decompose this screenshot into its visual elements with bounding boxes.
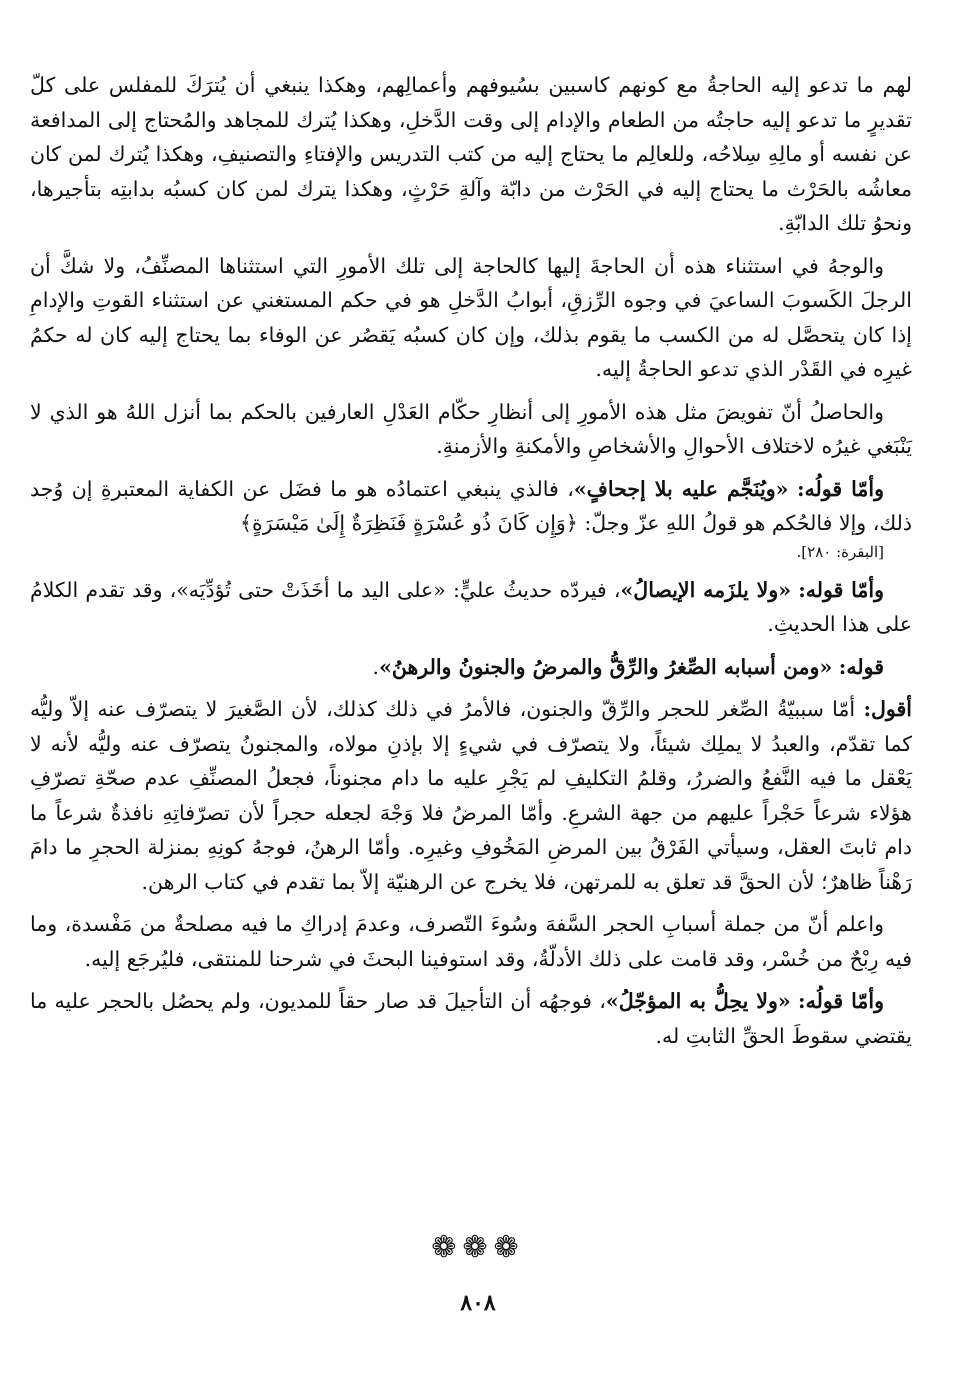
- paragraph-text: ، فالذي ينبغي اعتمادُه هو ما فضَل عن الكفاية المعتبرةِ إن وُجد ذلك، وإلا فالحُكم هو قولُ اللهِ عزّ وجلّ:: [30, 476, 912, 535]
- paragraph-7: [30, 692, 912, 899]
- verse-reference: [البقرة: ٢٨٠].: [796, 542, 884, 561]
- paragraph-lead: أقول:: [863, 697, 912, 721]
- section-separator: ❁❁❁: [431, 1230, 525, 1265]
- paragraph-text: والحاصلُ أنّ تفويضَ مثل هذه الأمورِ إلى أنظارِ حكّام العَدْلِ العارفين بالحكم بما أنزل اللهُ هو الذي لا يَنْبَغي غيرُه لاختلاف الأحوالِ والأشخاصِ والأمكنةِ والأزمنةِ.: [30, 399, 912, 458]
- paragraph-text: أمّا سببيّةُ الصِّغر للحجر والرِّقّ والجنون، فالأمرُ في ذلك كذلك، لأن الصَّغيرَ لا يتصرّف عنه إلاّ وليُّه كما تقدّم، والعبدُ لا يملِك شيئاً، ولا يتصرّف في شيءٍ إلا بإذنِ مولاه، والمجنونُ يتصرّف عنه وليُّه لأنه لا يَعْقل ما فيه النَّفعُ والضررُ، وقلمُ التكليفِ لم يَجْرِ عليه ما دام مجنوناً، فجعلُ المصنِّفِ عدم صحّةِ تصرّفِ هؤلاء شرعاً حَجْراً عليهم من جهة الشرعِ. وأمّا المرضُ فلا وَجْهَ لجعله حجراً لأن تصرّفاتِهِ نافذةٌ شرعاً ما دام ثابتَ العقل، وسيأتي الفَرْقُ بين المرضِ المَخُوفِ وغيرِه. وأمّا الرهنُ، فوجهُ كونِهِ بمنزلة الحجرِ ما دامَ رَهْناً ظاهرٌ؛ لأن الحقَّ قد تعلق به للمرتهن، فلا يخرج عن الرهنيّة إلاّ بما تقدم في كتاب الرهن.: [30, 697, 912, 894]
- paragraph-6: [30, 650, 912, 685]
- paragraph-8: [30, 907, 912, 976]
- paragraph-text: .: [372, 654, 380, 679]
- paragraph-1: [30, 68, 912, 241]
- paragraph-text: ، فيردّه حديثُ عليٍّ: «على اليد ما أخَذَتْ حتى تُؤدِّيَه»، وقد تقدم الكلامُ على هذا الحديثِ.: [30, 577, 912, 636]
- quoted-text: «ولا يحِلُّ به المؤجّلُ»: [605, 989, 791, 1013]
- paragraph-5: [30, 573, 912, 642]
- quoted-text: «ولا يلزَمه الإيصالُ»: [620, 577, 792, 602]
- quoted-text: «ومن أسبابه الصِّغرُ والرِّقُّ والمرضُ والجنونُ والرهنُ»: [379, 654, 833, 679]
- paragraph-lead: وأمّا قولُه:: [796, 476, 884, 501]
- page-body: [30, 68, 912, 1061]
- paragraph-text: واعلم أنّ من جملة أسبابِ الحجر السَّفهَ وسُوءَ التّصرف، وعدمَ إدراكِ ما فيه مصلحةٌ من مَفْسدة، وما فيه رِبْحٌ من خُسْر، وقد قامت على ذلك الأدلّةُ، وقد استوفينا البحثَ في شرحنا للمنتقى، فليُرجَع إليه.: [30, 912, 912, 971]
- paragraph-lead: قوله:: [838, 654, 884, 679]
- paragraph-4: [30, 472, 912, 565]
- paragraph-text: لهم ما تدعو إليه الحاجةُ مع كونهم كاسبين بسُيوفهم وأعمالِهم، وهكذا ينبغي أن يُترَكَ للمفلس على كلّ تقديرٍ ما تدعو إليه حاجتُه من الطعام والإدام إلى وقت الدَّخلِ، وهكذا يُترك للمجاهد والمُحتاج إلى المدافعة عن نفسه أو مالِهِ سِلاحُه، وللعالِم ما يحتاج إليه من كتب التدريس والإفتاءِ والتصنيفِ، وهكذا يُترك لمن كان معاشُه بالحَرْث ما يحتاج إليه في الحَرْث من دابّة وآلةِ حَرْثٍ، وهكذا يترك لمن كان كسبُه بدابتِه بتأجيرها، ونحوُ تلك الدابّةِ.: [30, 73, 912, 235]
- quran-verse: ﴿وَإِن كَانَ ذُو عُسْرَةٍ فَنَظِرَةٌ إِلَىٰ مَيْسَرَةٍ﴾: [240, 511, 578, 535]
- page-number: ٨٠٨: [460, 1290, 496, 1316]
- quoted-text: «ويُنَجَّم عليه بلا إجحافٍ»: [573, 476, 789, 501]
- paragraph-lead: وأمّا قولُه:: [798, 989, 884, 1013]
- paragraph-lead: وأمّا قوله:: [798, 577, 884, 602]
- paragraph-3: [30, 395, 912, 464]
- paragraph-2: [30, 249, 912, 387]
- paragraph-9: [30, 984, 912, 1053]
- paragraph-text: ، فوجهُه أن التأجيلَ قد صار حقاً للمديون، ولم يحصُل بالحجر عليه ما يقتضي سقوطَ الحقِّ الثابتِ له.: [30, 989, 912, 1048]
- paragraph-text: والوجهُ في استثناء هذه أن الحاجةَ إليها كالحاجة إلى تلك الأمورِ التي استثناها المصنِّفُ، ولا شكَّ أن الرجلَ الكَسوبَ الساعيَ في وجوه الرِّزقِ، أبوابُ الدَّخلِ هو في حكم المستغني عن استثناء القوتِ والإدامِ إذا كان يتحصَّل له من الكسب ما يقوم بذلك، وإن كان كسبُه يَقصُر عن الوفاء بما يحتاج إليه كان له حكمُ غيرِه في القَدْر الذي تدعو الحاجةُ إليه.: [30, 253, 912, 381]
